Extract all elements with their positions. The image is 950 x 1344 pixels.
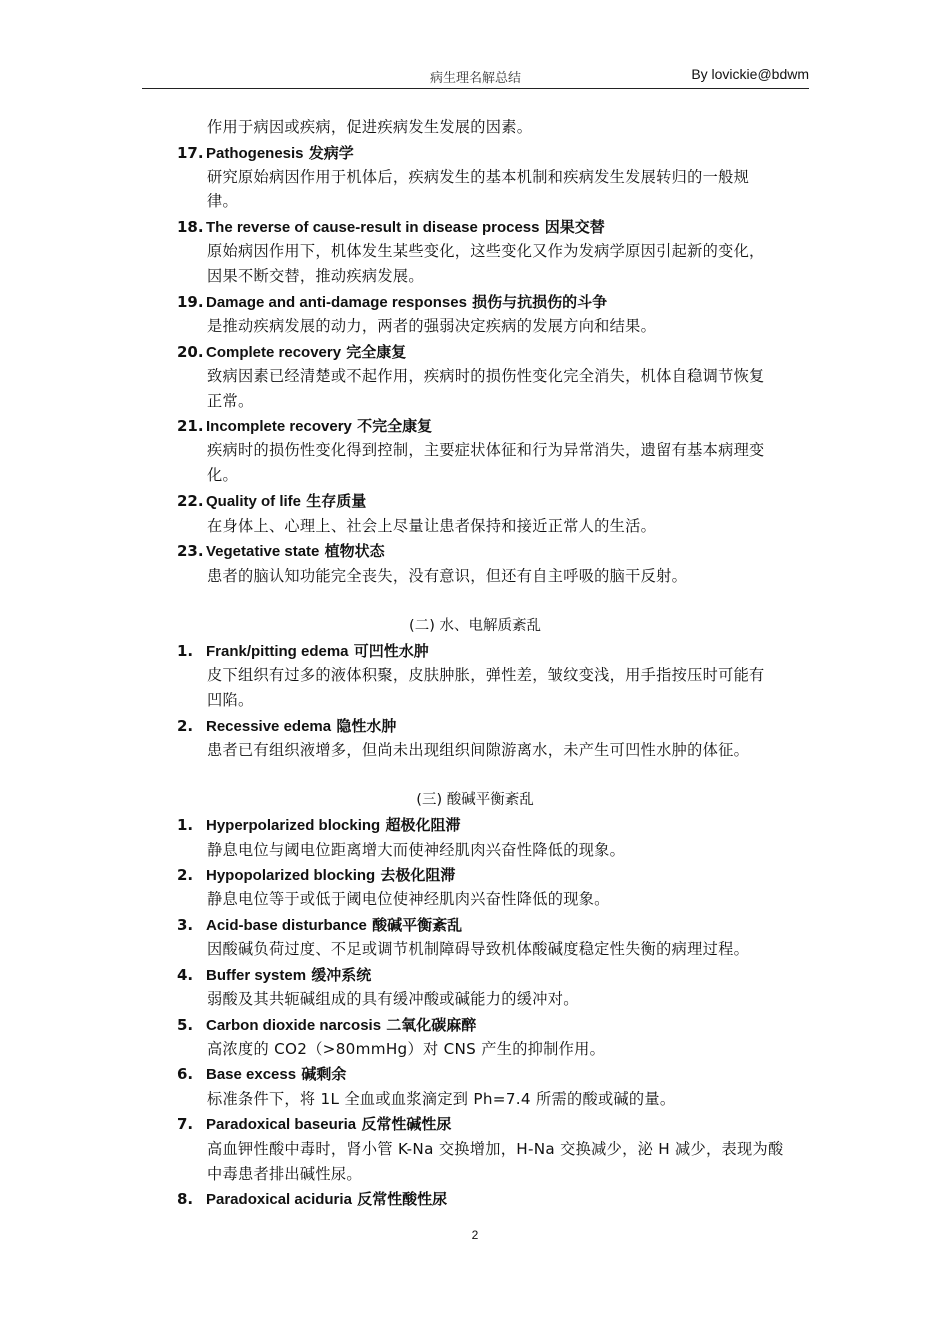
term-chinese: 反常性酸性尿 bbox=[357, 1190, 448, 1208]
term-english: Incomplete recovery bbox=[206, 418, 352, 435]
definition-text: 因果不断交替，推动疾病发展。 bbox=[207, 267, 424, 285]
term-heading bbox=[177, 143, 354, 164]
definition-text: 作用于病因或疾病，促进疾病发生发展的因素。 bbox=[207, 118, 533, 136]
definition-text: 患者已有组织液增多，但尚未出现组织间隙游离水，未产生可凹性水肿的体征。 bbox=[207, 741, 750, 759]
term-number: 5. bbox=[177, 1016, 194, 1034]
definition-text: 高血钾性酸中毒时，肾小管 K-Na 交换增加，H-Na 交换减少，泌 H 减少，表现为酸 bbox=[207, 1140, 784, 1158]
term-heading bbox=[177, 1114, 451, 1135]
section-heading: (二) 水、电解质紊乱 bbox=[409, 618, 541, 634]
term-english: Buffer system bbox=[206, 967, 307, 984]
term-heading bbox=[177, 217, 605, 238]
term-chinese: 反常性碱性尿 bbox=[361, 1115, 452, 1133]
definition-text: 致病因素已经清楚或不起作用，疾病时的损伤性变化完全消失，机体自稳调节恢复 bbox=[207, 367, 765, 385]
definition-text: 因酸碱负荷过度、不足或调节机制障碍导致机体酸碱度稳定性失衡的病理过程。 bbox=[207, 940, 750, 958]
term-chinese: 植物状态 bbox=[324, 542, 385, 560]
term-chinese: 可凹性水肿 bbox=[353, 642, 429, 660]
term-chinese: 去极化阻滞 bbox=[380, 866, 456, 884]
term-chinese: 碱剩余 bbox=[301, 1065, 347, 1083]
definition-text: 原始病因作用下，机体发生某些变化，这些变化又作为发病学原因引起新的变化， bbox=[207, 242, 765, 260]
term-english: Paradoxical aciduria bbox=[206, 1191, 352, 1208]
term-heading bbox=[177, 342, 406, 363]
term-chinese: 损伤与抗损伤的斗争 bbox=[472, 293, 608, 311]
section-heading: (三) 酸碱平衡紊乱 bbox=[416, 792, 534, 808]
term-english: The reverse of cause-result in disease process bbox=[206, 219, 540, 236]
definition-text: 高浓度的 CO2（>80mmHg）对 CNS 产生的抑制作用。 bbox=[207, 1040, 606, 1058]
definition-text: 疾病时的损伤性变化得到控制，主要症状体征和行为异常消失，遗留有基本病理变 bbox=[207, 441, 765, 459]
term-heading bbox=[177, 491, 366, 512]
term-heading bbox=[177, 416, 432, 437]
definition-text: 皮下组织有过多的液体积聚，皮肤肿胀，弹性差，皱纹变浅，用手指按压时可能有 bbox=[207, 666, 765, 684]
term-number: 4. bbox=[177, 966, 194, 984]
definition-text: 静息电位等于或低于阈电位使神经肌肉兴奋性降低的现象。 bbox=[207, 890, 610, 908]
definition-text: 中毒患者排出碱性尿。 bbox=[207, 1165, 362, 1183]
header-title: 病生理名解总结 bbox=[429, 71, 521, 86]
term-chinese: 发病学 bbox=[308, 144, 354, 162]
term-chinese: 酸碱平衡紊乱 bbox=[372, 916, 463, 934]
term-number: 23. bbox=[177, 542, 204, 560]
term-heading bbox=[177, 641, 429, 662]
term-number: 1. bbox=[177, 642, 194, 660]
term-number: 1. bbox=[177, 816, 194, 834]
term-english: Frank/pitting edema bbox=[206, 643, 349, 660]
term-number: 21. bbox=[177, 417, 204, 435]
term-english: Recessive edema bbox=[206, 718, 332, 735]
definition-text: 正常。 bbox=[207, 392, 254, 410]
term-chinese: 生存质量 bbox=[306, 492, 367, 510]
term-heading bbox=[177, 716, 396, 737]
term-english: Hyperpolarized blocking bbox=[206, 817, 381, 834]
term-number: 7. bbox=[177, 1115, 194, 1133]
term-english: Hypopolarized blocking bbox=[206, 867, 376, 884]
term-english: Acid-base disturbance bbox=[206, 917, 367, 934]
term-number: 6. bbox=[177, 1065, 194, 1083]
term-chinese: 因果交替 bbox=[544, 218, 605, 236]
term-chinese: 超极化阻滞 bbox=[385, 816, 461, 834]
term-chinese: 二氧化碳麻醉 bbox=[386, 1016, 477, 1034]
term-number: 18. bbox=[177, 218, 204, 236]
term-chinese: 完全康复 bbox=[346, 343, 407, 361]
term-number: 17. bbox=[177, 144, 204, 162]
term-chinese: 缓冲系统 bbox=[311, 966, 372, 984]
term-english: Complete recovery bbox=[206, 344, 342, 361]
term-heading bbox=[177, 1189, 447, 1210]
term-heading bbox=[177, 1015, 476, 1036]
term-chinese: 不完全康复 bbox=[357, 417, 433, 435]
term-heading bbox=[177, 915, 462, 936]
term-english: Base excess bbox=[206, 1066, 297, 1083]
header-author: By lovickie@bdwm bbox=[691, 66, 809, 82]
definition-text: 是推动疾病发展的动力，两者的强弱决定疾病的发展方向和结果。 bbox=[207, 317, 657, 335]
term-number: 3. bbox=[177, 916, 194, 934]
definition-text: 在身体上、心理上、社会上尽量让患者保持和接近正常人的生活。 bbox=[207, 517, 657, 535]
term-heading bbox=[177, 815, 460, 836]
term-heading bbox=[177, 865, 455, 886]
definition-text: 凹陷。 bbox=[207, 691, 254, 709]
term-number: 2. bbox=[177, 866, 194, 884]
term-heading bbox=[177, 292, 607, 313]
term-english: Quality of life bbox=[206, 493, 302, 510]
term-heading bbox=[177, 1064, 346, 1085]
term-heading bbox=[177, 965, 371, 986]
term-english: Pathogenesis bbox=[206, 145, 304, 162]
term-number: 2. bbox=[177, 717, 194, 735]
term-english: Damage and anti-damage responses bbox=[206, 294, 467, 311]
term-number: 22. bbox=[177, 492, 204, 510]
term-chinese: 隐性水肿 bbox=[336, 717, 397, 735]
definition-text: 研究原始病因作用于机体后，疾病发生的基本机制和疾病发生发展转归的一般规 bbox=[207, 168, 750, 186]
definition-text: 患者的脑认知功能完全丧失，没有意识，但还有自主呼吸的脑干反射。 bbox=[207, 567, 688, 585]
term-heading bbox=[177, 541, 385, 562]
term-number: 8. bbox=[177, 1190, 194, 1208]
term-english: Paradoxical baseuria bbox=[206, 1116, 357, 1133]
term-english: Vegetative state bbox=[206, 543, 320, 560]
page-number: 2 bbox=[471, 1228, 479, 1242]
definition-text: 律。 bbox=[207, 192, 238, 210]
definition-text: 弱酸及其共轭碱组成的具有缓冲酸或碱能力的缓冲对。 bbox=[207, 990, 579, 1008]
definition-text: 标准条件下，将 1L 全血或血浆滴定到 Ph=7.4 所需的酸或碱的量。 bbox=[207, 1090, 676, 1108]
term-number: 20. bbox=[177, 343, 204, 361]
definition-text: 化。 bbox=[207, 466, 238, 484]
definition-text: 静息电位与阈电位距离增大而使神经肌肉兴奋性降低的现象。 bbox=[207, 841, 626, 859]
term-number: 19. bbox=[177, 293, 204, 311]
page-header bbox=[142, 64, 809, 89]
term-english: Carbon dioxide narcosis bbox=[206, 1017, 382, 1034]
